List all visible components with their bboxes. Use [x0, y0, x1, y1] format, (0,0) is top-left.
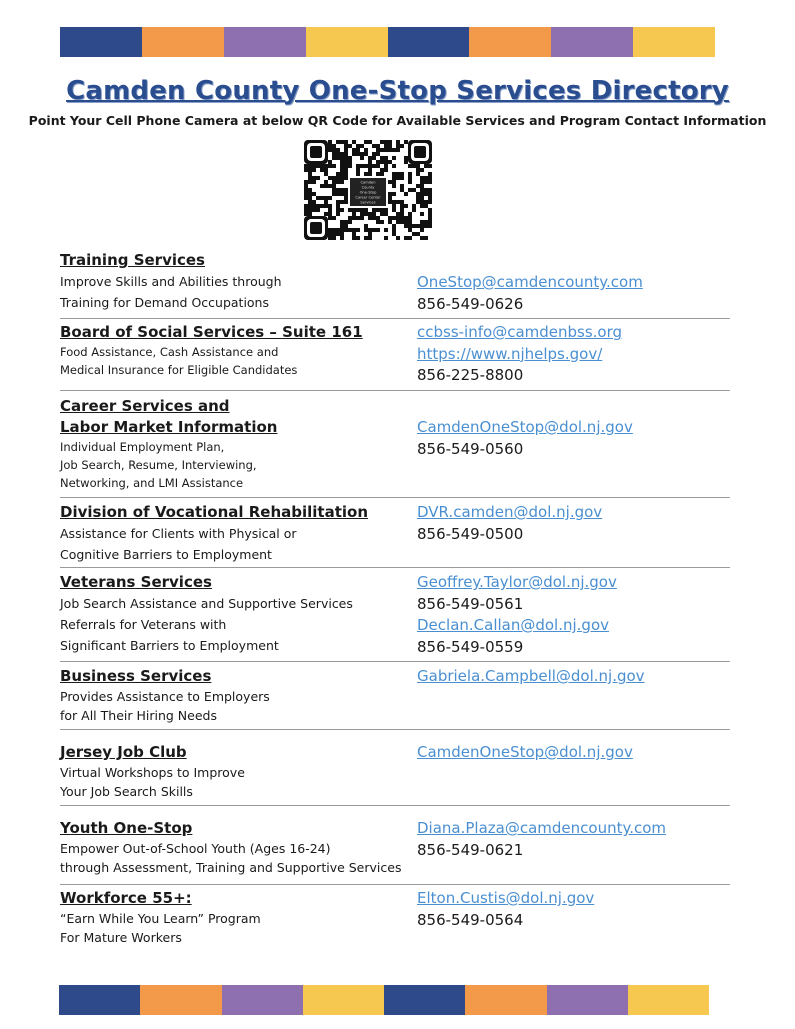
stripe-segment [551, 27, 633, 57]
service-info [60, 888, 410, 947]
service-info [60, 396, 410, 492]
service-description: Empower Out-of-School Youth (Ages 16-24) [60, 841, 331, 856]
contact-phone: 856-549-0500 [417, 524, 524, 543]
service-heading: Training Services [60, 251, 205, 269]
contact-link[interactable]: CamdenOneStop@dol.nj.gov [417, 418, 633, 436]
service-info [60, 502, 410, 565]
service-description: for All Their Hiring Needs [60, 708, 217, 723]
service-heading: Business Services [60, 667, 212, 685]
stripe-segment [60, 27, 142, 57]
service-info [60, 818, 410, 877]
qr-center-label: Career Center [355, 195, 381, 200]
service-info [60, 322, 410, 379]
section-divider [60, 884, 730, 885]
service-info [60, 572, 410, 656]
section-divider [60, 805, 730, 806]
section-divider [60, 567, 730, 568]
section-divider [60, 497, 730, 498]
service-description: Improve Skills and Abilities through [60, 274, 282, 289]
service-contacts [417, 742, 737, 764]
contact-phone: 856-549-0560 [417, 439, 524, 458]
stripe-segment [388, 27, 470, 57]
service-description: Referrals for Veterans with [60, 617, 227, 632]
qr-code-icon[interactable] [303, 140, 433, 240]
service-description: For Mature Workers [60, 930, 182, 945]
contact-phone: 856-225-8800 [417, 366, 524, 384]
service-heading: Veterans Services [60, 573, 212, 591]
contact-phone: 856-549-0564 [417, 910, 524, 929]
service-description: Provides Assistance to Employers [60, 689, 270, 704]
service-info [60, 250, 410, 313]
contact-link[interactable]: CamdenOneStop@dol.nj.gov [417, 743, 633, 761]
contact-link[interactable]: DVR.camden@dol.nj.gov [417, 503, 603, 521]
stripe-segment [384, 985, 465, 1015]
service-heading: Jersey Job Club [60, 743, 187, 761]
service-contacts [417, 666, 737, 688]
stripe-segment [222, 985, 303, 1015]
section-divider [60, 390, 730, 391]
section-divider [60, 661, 730, 662]
service-description: through Assessment, Training and Supportive Services [60, 860, 402, 875]
service-contacts [417, 502, 737, 545]
service-description: Individual Employment Plan, [60, 440, 225, 454]
stripe-segment [224, 27, 306, 57]
service-heading: Workforce 55+: [60, 889, 192, 907]
stripe-segment [306, 27, 388, 57]
section-divider [60, 729, 730, 730]
service-description: Assistance for Clients with Physical or [60, 526, 297, 541]
stripe-segment [465, 985, 546, 1015]
stripe-segment [142, 27, 224, 57]
service-description: Job Search Assistance and Supportive Services [60, 596, 353, 611]
contact-phone: 856-549-0561 [417, 594, 524, 613]
stripe-segment [628, 985, 709, 1015]
top-color-stripe [60, 27, 715, 57]
service-description: Your Job Search Skills [60, 784, 193, 799]
section-divider [60, 318, 730, 319]
service-contacts [417, 572, 737, 658]
service-description: Networking, and LMI Assistance [60, 476, 244, 490]
stripe-segment [547, 985, 628, 1015]
service-description: Medical Insurance for Eligible Candidates [60, 363, 298, 377]
contact-link[interactable]: OneStop@camdencounty.com [417, 273, 643, 291]
service-info [60, 742, 410, 801]
qr-center-label: Camden [360, 180, 376, 185]
service-heading: Division of Vocational Rehabilitation [60, 503, 369, 521]
service-contacts [417, 417, 737, 460]
stripe-segment [469, 27, 551, 57]
service-description: Training for Demand Occupations [60, 295, 269, 310]
contact-phone: 856-549-0559 [417, 637, 524, 656]
stripe-segment [633, 27, 715, 57]
qr-center-label: Services [360, 200, 376, 205]
stripe-segment [303, 985, 384, 1015]
service-contacts [417, 888, 737, 931]
service-description: “Earn While You Learn” Program [60, 911, 261, 926]
service-description: Food Assistance, Cash Assistance and [60, 345, 279, 359]
service-description: Virtual Workshops to Improve [60, 765, 245, 780]
contact-phone: 856-549-0626 [417, 294, 524, 313]
contact-link[interactable]: ccbss-info@camdenbss.org [417, 323, 623, 341]
bottom-color-stripe [59, 985, 709, 1015]
service-description: Significant Barriers to Employment [60, 638, 279, 653]
qr-center-label: County [361, 185, 375, 190]
service-contacts [417, 322, 737, 387]
service-heading: Board of Social Services – Suite 161 [60, 323, 363, 341]
contact-link[interactable]: Diana.Plaza@camdencounty.com [417, 819, 667, 837]
contact-link[interactable]: Gabriela.Campbell@dol.nj.gov [417, 667, 645, 685]
stripe-segment [140, 985, 221, 1015]
contact-phone: 856-549-0621 [417, 840, 524, 859]
service-heading: Career Services and [60, 397, 230, 415]
service-description: Cognitive Barriers to Employment [60, 547, 272, 562]
contact-link[interactable]: Geoffrey.Taylor@dol.nj.gov [417, 573, 617, 591]
service-contacts [417, 818, 737, 861]
qr-center-label: One-Stop [359, 190, 377, 195]
service-heading: Labor Market Information [60, 418, 278, 436]
service-info [60, 666, 410, 725]
contact-link[interactable]: Elton.Custis@dol.nj.gov [417, 889, 595, 907]
service-contacts [417, 272, 737, 315]
contact-link[interactable]: https://www.njhelps.gov/ [417, 344, 603, 363]
page-subtitle: Point Your Cell Phone Camera at below QR Code for Available Services and Program Contact Information [28, 113, 767, 128]
stripe-segment [59, 985, 140, 1015]
service-description: Job Search, Resume, Interviewing, [60, 458, 257, 472]
page-title: Camden County One-Stop Services Directory [66, 76, 729, 106]
contact-link[interactable]: Declan.Callan@dol.nj.gov [417, 616, 610, 634]
service-heading: Youth One-Stop [60, 819, 193, 837]
